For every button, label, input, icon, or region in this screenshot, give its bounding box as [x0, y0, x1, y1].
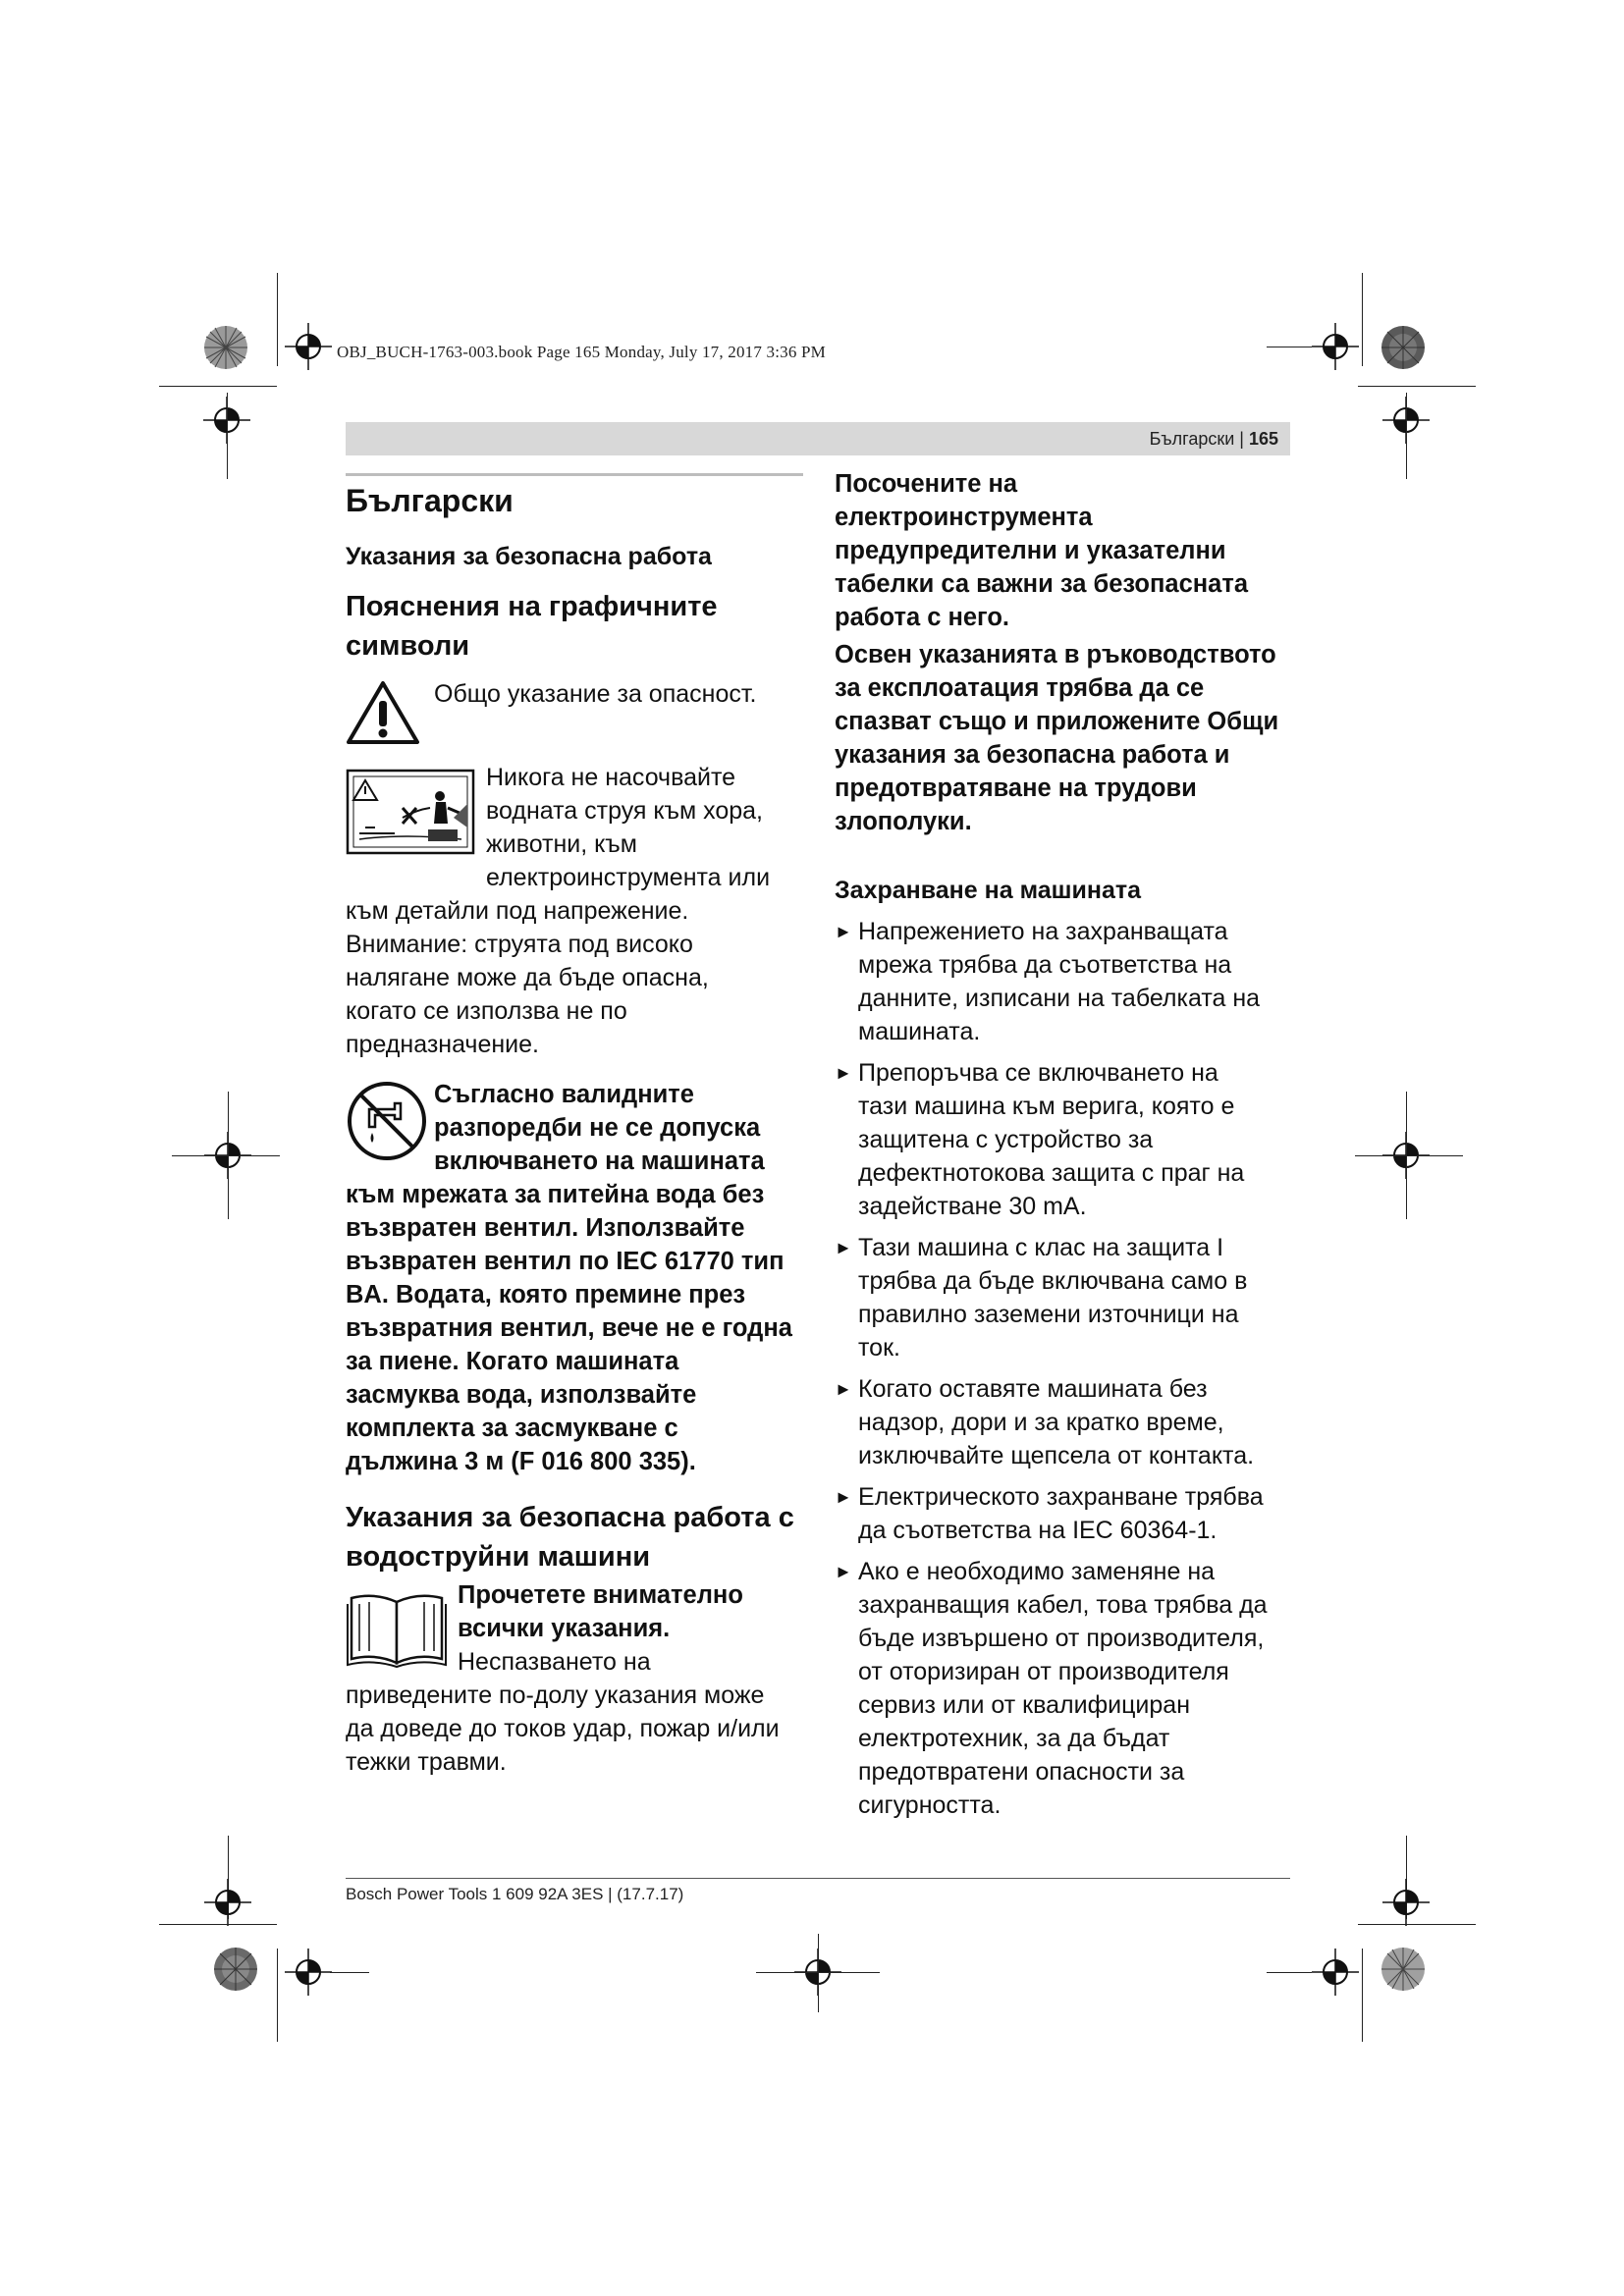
- text-line: да съответства на IEC 60364-1.: [858, 1517, 1218, 1544]
- no-drinking-water-connection-icon: [346, 1080, 428, 1162]
- list-item: [835, 1231, 1292, 1364]
- text-line: Съгласно валидните: [434, 1081, 694, 1108]
- text-line: изключвайте щепсела от контакта.: [858, 1442, 1255, 1469]
- text-line: електроинструмента или: [486, 864, 771, 891]
- text-line: Препоръчва се включването на: [858, 1059, 1218, 1087]
- symbols-heading: [346, 587, 803, 666]
- text-line: от оторизиран от производителя: [858, 1658, 1229, 1685]
- text-line: всички указания.: [458, 1615, 671, 1642]
- footer-rule: [346, 1878, 1290, 1879]
- text-line: Посочените на: [835, 470, 1018, 498]
- registration-mark-icon: [204, 1879, 251, 1926]
- registration-mark-icon: [1312, 1949, 1359, 1996]
- bullet-arrow-icon: ►: [835, 1379, 852, 1399]
- text-line: включването на машината: [434, 1148, 765, 1175]
- read-instructions-text: [346, 1679, 803, 1779]
- bullet-arrow-icon: ►: [835, 1238, 852, 1257]
- registration-mark-icon: [1382, 1879, 1430, 1926]
- text-line: задействане 30 mA.: [858, 1193, 1087, 1220]
- text-line: предупредителни и указателни: [835, 537, 1226, 564]
- column-rule: [346, 473, 803, 476]
- list-item: [835, 1372, 1292, 1472]
- registration-mark-icon: [1312, 323, 1359, 370]
- registration-mark-icon: [285, 323, 332, 370]
- text-line: разпоредби не се допуска: [434, 1114, 761, 1142]
- text-line: към мрежата за питейна вода без: [346, 1181, 765, 1208]
- text-line: животни, към: [486, 830, 637, 858]
- text-line: указания за безопасна работа и: [835, 741, 1230, 769]
- drinking-water-warning-wrap: [434, 1078, 803, 1178]
- text-line: за пиене. Когато машината: [346, 1348, 679, 1375]
- list-item: [835, 915, 1292, 1048]
- page-header: [346, 422, 1290, 455]
- text-line: възвратен вентил по IEC 61770 тип: [346, 1248, 785, 1275]
- text-line: спазват също и приложените Общи: [835, 708, 1279, 735]
- text-line: Електрическото захранване трябва: [858, 1483, 1264, 1511]
- header-text: Български | 165: [1149, 429, 1278, 449]
- read-manual-book-icon: [346, 1588, 448, 1669]
- color-disc-icon: [213, 1947, 258, 1992]
- list-item: [835, 1480, 1292, 1547]
- text-line: злополуки.: [835, 808, 972, 835]
- bullet-arrow-icon: ►: [835, 1063, 852, 1083]
- header-section: Български: [1149, 429, 1235, 449]
- text-line: дефектнотокова защита с праг на: [858, 1159, 1245, 1187]
- text-line: възвратен вентил. Използвайте: [346, 1214, 745, 1242]
- drinking-water-warning-text: [346, 1178, 803, 1478]
- color-disc-icon: [203, 325, 248, 370]
- print-meta-line: OBJ_BUCH-1763-003.book Page 165 Monday, July 17, 2017 3:36 PM: [337, 343, 826, 361]
- text-line: дължина 3 м (F 016 800 335).: [346, 1448, 696, 1475]
- text-line: табелки са важни за безопасната: [835, 570, 1249, 598]
- text-line: засмуква вода, използвайте: [346, 1381, 697, 1409]
- text-line: да доведе до токов удар, пожар и/или: [346, 1715, 780, 1742]
- text-line: налягане може да бъде опасна,: [346, 964, 709, 991]
- text-line: сервиз или от квалифициран: [858, 1691, 1191, 1719]
- text-line: сигурността.: [858, 1791, 1001, 1819]
- text-line: BA. Водата, която премине през: [346, 1281, 746, 1308]
- text-line: електроинструмента: [835, 504, 1093, 531]
- text-line: ток.: [858, 1334, 900, 1362]
- text-line: Неспазването на: [458, 1648, 651, 1676]
- text-line: към детайли под напрежение.: [346, 897, 689, 925]
- power-supply-heading: Захранване на машината: [835, 877, 1142, 904]
- labels-paragraph: [835, 467, 1292, 634]
- page-number: 165: [1248, 429, 1278, 449]
- text-line: Освен указанията в ръководството: [835, 641, 1276, 668]
- text-line: защитена с устройство за: [858, 1126, 1154, 1153]
- text-line: данните, изписани на табелката на: [858, 985, 1261, 1012]
- text-line: предотвратяване на трудови: [835, 774, 1197, 802]
- text-line: възвратния вентил, вече не е годна: [346, 1314, 792, 1342]
- list-item: [835, 1555, 1292, 1822]
- text-line: комплекта за засмукване с: [346, 1415, 678, 1442]
- text-line: електротехник, за да бъдат: [858, 1725, 1170, 1752]
- text-line: Внимание: струята под високо: [346, 931, 693, 958]
- warning-triangle-icon: [346, 679, 420, 746]
- text-line: Напрежението на захранващата: [858, 918, 1228, 945]
- text-line: водната струя към хора,: [486, 797, 763, 825]
- color-disc-icon: [1380, 325, 1426, 370]
- read-instructions-wrap: [458, 1578, 803, 1679]
- text-line: мрежа трябва да съответства на: [858, 951, 1232, 979]
- text-line: предотвратени опасности за: [858, 1758, 1185, 1786]
- text-line: когато се използва не по: [346, 997, 627, 1025]
- power-supply-list: [835, 915, 1292, 1830]
- text-line: работа с него.: [835, 604, 1010, 631]
- color-disc-icon: [1380, 1947, 1426, 1992]
- high-pressure-heading: [346, 1498, 803, 1576]
- page-footer: Bosch Power Tools 1 609 92A 3ES | (17.7.17): [346, 1885, 684, 1903]
- text-line: бъде извършено от производителя,: [858, 1625, 1265, 1652]
- symbols-heading-line: символи: [346, 630, 470, 662]
- text-line: трябва да бъде включвана само в: [858, 1267, 1248, 1295]
- text-line: Когато оставяте машината без: [858, 1375, 1208, 1403]
- text-line: Прочетете внимателно: [458, 1581, 743, 1609]
- text-line: за експлоатация трябва да се: [835, 674, 1205, 702]
- text-line: захранващия кабел, това трябва да: [858, 1591, 1268, 1619]
- general-safety-paragraph: [835, 638, 1292, 838]
- text-line: предназначение.: [346, 1031, 539, 1058]
- bullet-arrow-icon: ►: [835, 1487, 852, 1507]
- text-line: надзор, дори и за кратко време,: [858, 1409, 1224, 1436]
- safety-heading: Указания за безопасна работа: [346, 543, 712, 570]
- text-line: Ако е необходимо заменяне на: [858, 1558, 1216, 1585]
- heading-line: Указания за безопасна работа с: [346, 1502, 794, 1533]
- bullet-arrow-icon: ►: [835, 922, 852, 941]
- text-line: Никога не насочвайте: [486, 764, 736, 791]
- registration-mark-icon: [285, 1949, 332, 1996]
- text-line: приведените по-долу указания може: [346, 1682, 765, 1709]
- symbols-heading-line: Пояснения на графичните: [346, 591, 718, 622]
- water-jet-warning-wrap: [486, 761, 803, 894]
- text-line: Тази машина с клас на защита I: [858, 1234, 1224, 1261]
- text-line: машината.: [858, 1018, 981, 1045]
- general-warning-text: Общо указание за опасност.: [434, 680, 757, 708]
- water-jet-warning-icon: [346, 769, 475, 855]
- language-title: Български: [346, 483, 514, 518]
- water-jet-warning-text: [346, 894, 803, 1061]
- text-line: тежки травми.: [346, 1748, 507, 1776]
- heading-line: водоструйни машини: [346, 1541, 651, 1573]
- text-line: тази машина към верига, която е: [858, 1093, 1235, 1120]
- text-line: правилно заземени източници на: [858, 1301, 1239, 1328]
- bullet-arrow-icon: ►: [835, 1562, 852, 1581]
- list-item: [835, 1056, 1292, 1223]
